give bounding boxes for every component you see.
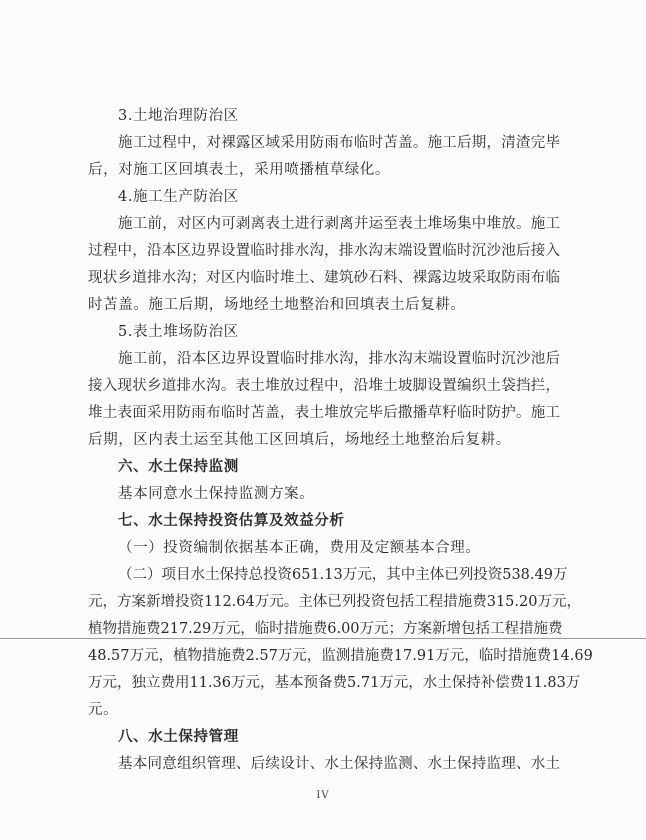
paragraph-line: 施工前，沿本区边界设置临时排水沟，排水沟末端设置临时沉沙池后 — [118, 351, 560, 367]
section-heading-investment: 七、水土保持投资估算及效益分析 — [118, 512, 345, 529]
paragraph-line: 后，对施工区回填表土，采用喷播植草绿化。 — [88, 162, 390, 178]
section-heading-monitoring: 六、水土保持监测 — [118, 458, 239, 475]
heading-soil-treatment-zone: 3.土地治理防治区 — [118, 108, 239, 124]
paragraph-line: （二）项目水土保持总投资651.13万元，其中主体已列投资538.49万 — [118, 567, 568, 583]
paragraph-line: 元，方案新增投资112.64万元。主体已列投资包括工程措施费315.20万元， — [88, 594, 581, 610]
paragraph-line: （一）投资编制依据基本正确，费用及定额基本合理。 — [118, 540, 481, 556]
paragraph-line: 施工过程中，对裸露区域采用防雨布临时苫盖。施工后期，清渣完毕 — [118, 135, 560, 151]
section-heading-management: 八、水土保持管理 — [118, 728, 239, 745]
heading-construction-production-zone: 4.施工生产防治区 — [118, 189, 239, 205]
scan-artifact-line — [0, 638, 646, 639]
paragraph-line: 施工前，对区内可剥离表土进行剥离并运至表土堆场集中堆放。施工 — [118, 216, 560, 232]
paragraph-line: 接入现状乡道排水沟。表土堆放过程中，沿堆土坡脚设置编织土袋挡拦， — [88, 378, 560, 394]
paragraph-line: 植物措施费217.29万元，临时措施费6.00万元；方案新增包括工程措施费 — [88, 621, 563, 637]
paragraph-line: 基本同意水土保持监测方案。 — [118, 486, 315, 502]
paragraph-line: 现状乡道排水沟；对区内临时堆土、建筑砂石料、裸露边坡采取防雨布临 — [88, 270, 560, 286]
paragraph-line: 后期，区内表土运至其他工区回填后，场地经土地整治后复耕。 — [88, 432, 511, 448]
page-number: IV — [316, 790, 330, 801]
paragraph-line: 过程中，沿本区边界设置临时排水沟，排水沟末端设置临时沉沙池后接入 — [88, 243, 560, 259]
paragraph-line: 万元，独立费用11.36万元，基本预备费5.71万元，水土保持补偿费11.83万 — [88, 675, 581, 691]
paragraph-line: 48.57万元，植物措施费2.57万元，监测措施费17.91万元，临时措施费14.69 — [88, 648, 593, 664]
paragraph-line: 时苫盖。施工后期，场地经土地整治和回填表土后复耕。 — [88, 297, 466, 313]
paragraph-line: 元。 — [88, 702, 119, 718]
heading-topsoil-yard-zone: 5.表土堆场防治区 — [118, 324, 239, 340]
paragraph-line: 堆土表面采用防雨布临时苫盖，表土堆放完毕后撒播草籽临时防护。施工 — [88, 405, 560, 421]
paragraph-line: 基本同意组织管理、后续设计、水土保持监测、水土保持监理、水土 — [118, 756, 560, 772]
